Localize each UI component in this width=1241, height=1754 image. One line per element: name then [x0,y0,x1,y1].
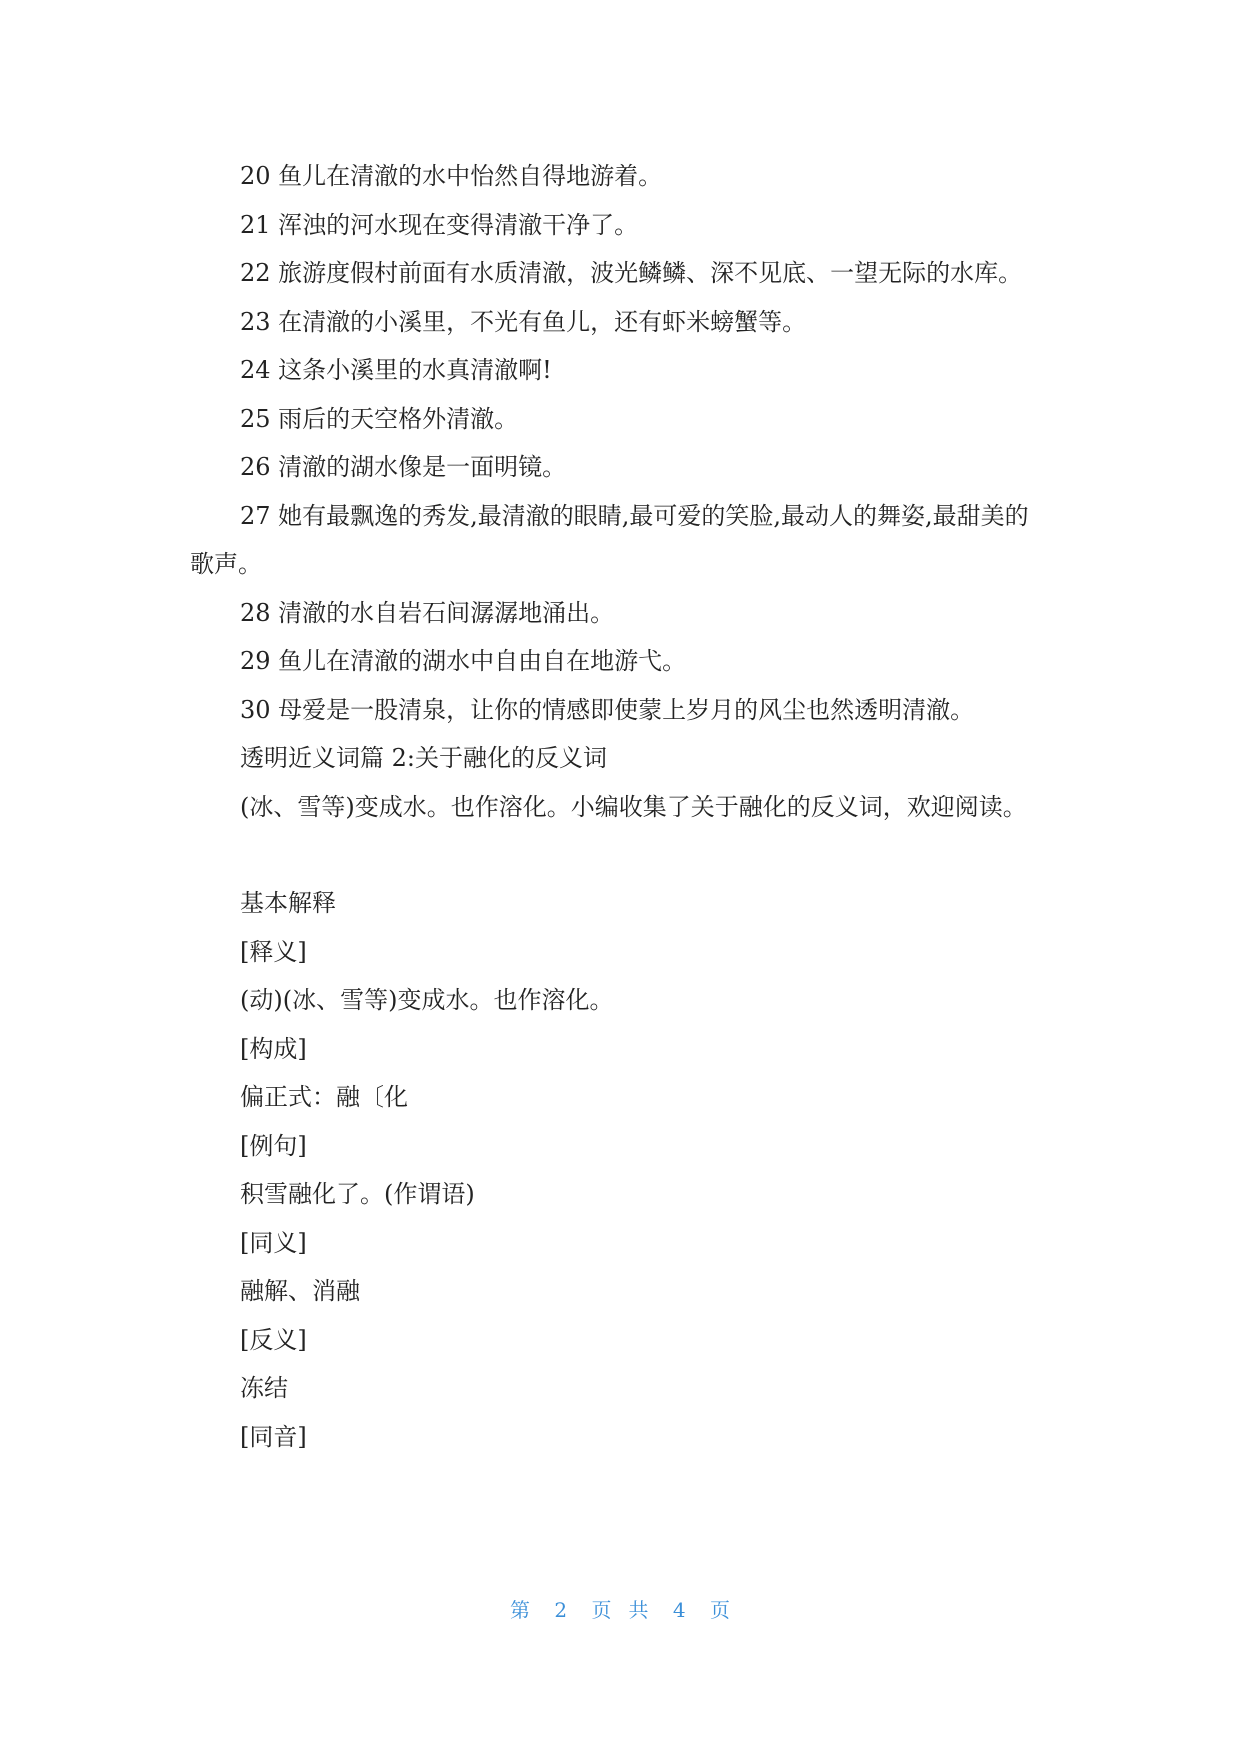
structure-label: [构成] [240,1034,307,1063]
homophone-label: [同音] [240,1422,307,1451]
example-label: [例句] [240,1131,307,1160]
sentence-29: 29 鱼儿在清澈的湖水中自由自在地游弋。 [240,647,687,675]
antonym-text: 冻结 [240,1374,288,1402]
sentence-26: 26 清澈的湖水像是一面明镜。 [240,453,567,481]
page-footer [0,1594,1241,1623]
sentence-23: 23 在清澈的小溪里，不光有鱼儿，还有虾米螃蟹等。 [240,307,807,336]
sentence-25: 25 雨后的天空格外清澈。 [240,404,519,433]
footer-gong: 共 [628,1598,650,1622]
sentence-30: 30 母爱是一股清泉，让你的情感即使蒙上岁月的风尘也然透明清澈。 [240,695,975,724]
basic-explanation-title: 基本解释 [240,889,336,917]
footer-ye2: 页 [709,1598,731,1622]
sentence-22: 22 旅游度假村前面有水质清澈，波光鳞鳞、深不见底、一望无际的水库。 [240,259,1023,287]
footer-total-pages: 4 [672,1598,687,1622]
sentence-21: 21 浑浊的河水现在变得清澈干净了。 [240,210,639,239]
blank-line [190,831,1050,879]
antonym-label: [反义] [240,1325,307,1354]
definition-text: (动)(冰、雪等)变成水。也作溶化。 [240,986,614,1014]
structure-text: 偏正式：融〔化 [240,1083,408,1111]
intro-paragraph: (冰、雪等)变成水。也作溶化。小编收集了关于融化的反义词，欢迎阅读。 [240,792,1027,821]
sentence-27: 27 她有最飘逸的秀发,最清澈的眼睛,最可爱的笑脸,最动人的舞姿,最甜美的歌声。 [190,501,1029,578]
footer-current-page: 2 [554,1598,569,1622]
document-body [190,152,1050,1461]
sentence-24: 24 这条小溪里的水真清澈啊! [240,356,552,384]
sentence-28: 28 清澈的水自岩石间潺潺地涌出。 [240,598,615,627]
synonym-label: [同义] [240,1228,307,1257]
section-heading: 透明近义词篇 2:关于融化的反义词 [240,744,607,772]
footer-di: 第 [510,1598,532,1622]
sentence-20: 20 鱼儿在清澈的水中怡然自得地游着。 [240,162,663,190]
definition-label: [释义] [240,937,307,966]
example-text: 积雪融化了。(作谓语) [240,1180,475,1208]
synonym-text: 融解、消融 [240,1277,360,1305]
footer-ye: 页 [591,1598,613,1622]
